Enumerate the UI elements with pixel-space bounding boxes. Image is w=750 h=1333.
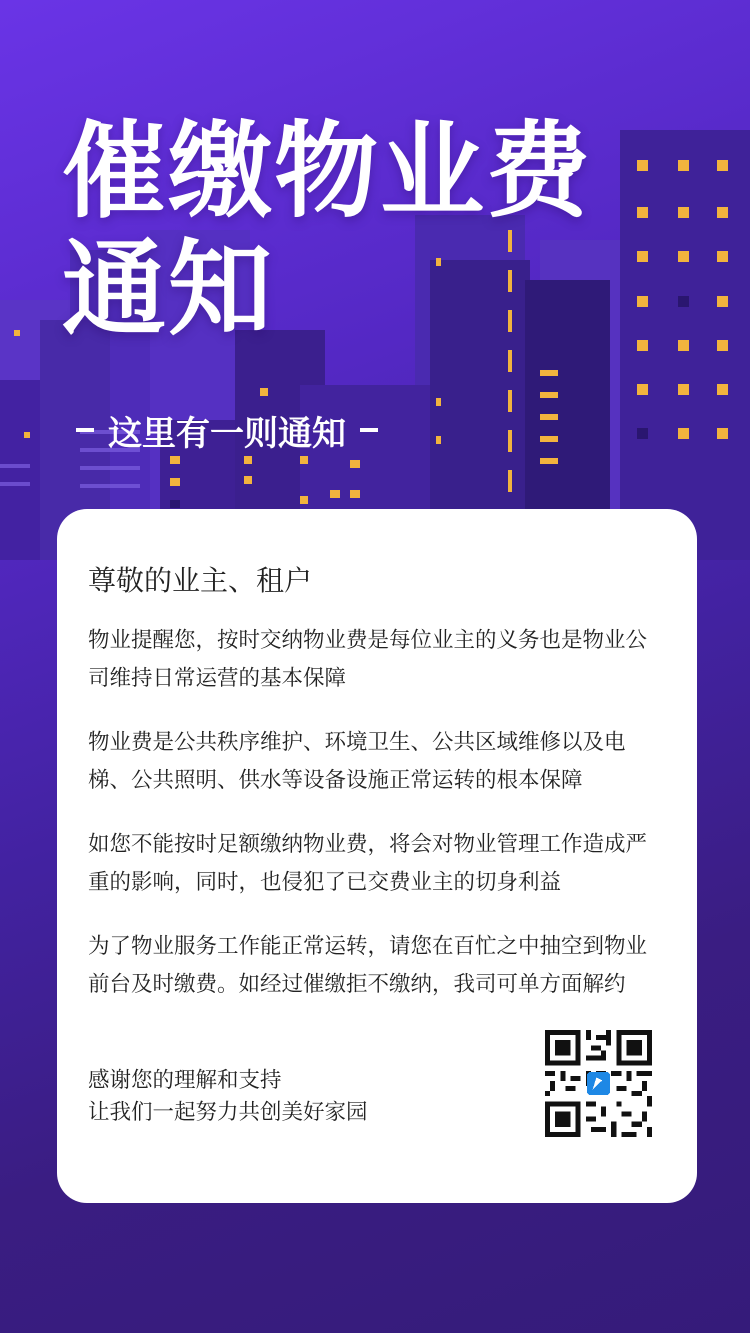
headline	[62, 112, 592, 348]
subtitle-dash-right	[360, 428, 378, 432]
subtitle-dash-left	[76, 428, 94, 432]
subtitle	[62, 404, 392, 456]
qr-code-icon[interactable]	[545, 1030, 652, 1137]
headline-line-2: 通知	[62, 228, 275, 350]
thanks-line-2: 让我们一起努力共创美好家园	[88, 1100, 368, 1125]
greeting: 尊敬的业主、租户	[88, 564, 313, 597]
notice-paragraph-4: 为了物业服务工作能正常运转，请您在百忙之中抽空到物业前台及时缴费。如经过催缴拒不缴纳，我司可单方面解约	[88, 934, 648, 997]
notice-paragraph-2: 物业费是公共秩序维护、环境卫生、公共区域维修以及电梯、公共照明、供水等设备设施正常运转的根本保障	[88, 730, 626, 793]
notice-paragraph-3: 如您不能按时足额缴纳物业费，将会对物业管理工作造成严重的影响，同时，也侵犯了已交费业主的切身利益	[88, 832, 648, 895]
thanks-line-1: 感谢您的理解和支持	[88, 1068, 282, 1093]
subtitle-text: 这里有一则通知	[108, 413, 346, 454]
notice-paragraph-1: 物业提醒您，按时交纳物业费是每位业主的义务也是物业公司维持日常运营的基本保障	[88, 628, 648, 691]
thanks-text	[88, 1065, 368, 1129]
headline-line-1: 催缴物业费	[62, 110, 593, 232]
